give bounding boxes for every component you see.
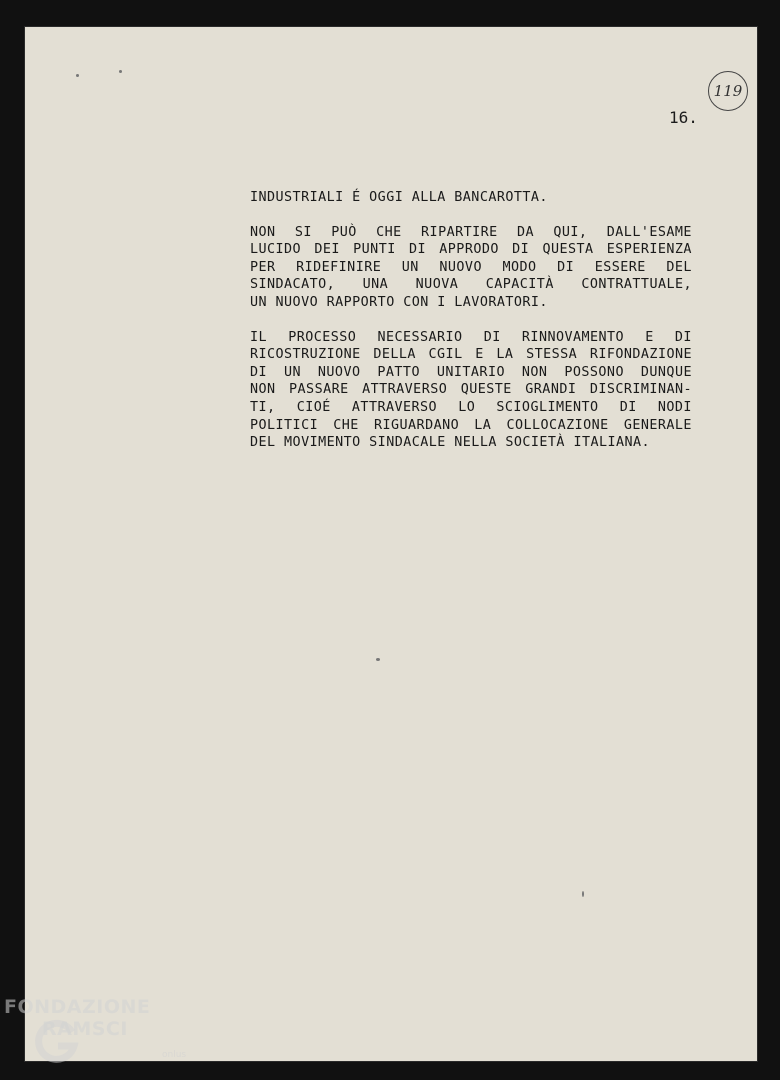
paper-speck bbox=[582, 891, 584, 897]
word: RICOSTRUZIONE bbox=[250, 347, 361, 363]
word: CGIL bbox=[428, 347, 463, 363]
word: IL bbox=[250, 329, 268, 345]
word: SI bbox=[294, 224, 312, 240]
word: DEI bbox=[314, 242, 340, 258]
word: POLITICI bbox=[250, 417, 319, 433]
word: COLLOCAZIONE bbox=[506, 417, 609, 433]
word: UNA bbox=[362, 277, 389, 293]
word: ESPERIENZA bbox=[606, 242, 692, 258]
paper-speck bbox=[119, 70, 122, 73]
word: ATTRAVERSO bbox=[351, 399, 438, 415]
fondazione-gramsci-watermark bbox=[4, 996, 187, 1060]
word: SCIOGLIMENTO bbox=[496, 399, 599, 415]
paragraph-3 bbox=[250, 329, 692, 452]
word: DI bbox=[674, 329, 692, 345]
paragraph-1 bbox=[250, 189, 692, 207]
word: PROCESSO bbox=[288, 329, 357, 345]
word: GRANDI bbox=[525, 382, 577, 398]
word: DUNQUE bbox=[640, 364, 692, 380]
word: NUOVO bbox=[439, 259, 482, 275]
text-line bbox=[250, 241, 692, 259]
word: RIPARTIRE bbox=[421, 224, 498, 240]
word: DELLA bbox=[373, 347, 416, 363]
page-number: 16. bbox=[669, 108, 698, 127]
word: UN bbox=[401, 259, 419, 275]
word: NODI bbox=[657, 399, 692, 415]
text-line bbox=[250, 259, 692, 277]
word: PASSARE bbox=[289, 382, 349, 398]
word: DI bbox=[619, 399, 637, 415]
text-line bbox=[250, 381, 692, 399]
document-page bbox=[24, 26, 758, 1062]
word: CONTRATTUALE, bbox=[581, 277, 692, 293]
word: QUI, bbox=[553, 224, 588, 240]
archive-number-stamp: 119 bbox=[708, 71, 748, 111]
word: NON bbox=[250, 224, 276, 240]
word: DI bbox=[512, 242, 530, 258]
word: CIOÉ bbox=[296, 399, 331, 415]
word: NON bbox=[521, 364, 548, 380]
word: SINDACATO, bbox=[250, 277, 336, 293]
word: DI bbox=[483, 329, 501, 345]
word: DEL bbox=[666, 259, 692, 275]
word: UN bbox=[283, 364, 301, 380]
word: ESSERE bbox=[594, 259, 646, 275]
word: QUESTE bbox=[460, 382, 512, 398]
text-line bbox=[250, 329, 692, 347]
word: RINNOVAMENTO bbox=[521, 329, 625, 345]
text-line bbox=[250, 417, 692, 435]
word: CAPACITÀ bbox=[485, 277, 554, 293]
word: NON bbox=[250, 382, 276, 398]
word: NUOVA bbox=[415, 277, 459, 293]
word: PER bbox=[250, 259, 276, 275]
word: ATTRAVERSO bbox=[362, 382, 448, 398]
text-line bbox=[250, 224, 692, 242]
word: DISCRIMINAN- bbox=[589, 382, 692, 398]
text-line: DEL MOVIMENTO SINDACALE NELLA SOCIETÀ ITALIANA. bbox=[250, 435, 651, 451]
word: RIDEFINIRE bbox=[296, 259, 382, 275]
word: DI bbox=[408, 242, 427, 258]
word: QUESTA bbox=[542, 242, 594, 258]
word: TI, bbox=[250, 399, 276, 415]
word: LUCIDO bbox=[250, 242, 302, 258]
word: RIFONDAZIONE bbox=[589, 347, 692, 363]
word: DA bbox=[517, 224, 535, 240]
watermark-onlus: onlus bbox=[162, 1050, 187, 1060]
word: DALL'ESAME bbox=[606, 224, 692, 240]
word: CHE bbox=[376, 224, 402, 240]
word: APPRODO bbox=[439, 242, 499, 258]
word: STESSA bbox=[526, 347, 578, 363]
text-line bbox=[250, 276, 692, 294]
word: PATTO bbox=[377, 364, 420, 380]
word: GENERALE bbox=[623, 417, 692, 433]
word: PUÒ bbox=[331, 224, 357, 240]
text-line: UN NUOVO RAPPORTO CON I LAVORATORI. bbox=[250, 294, 548, 310]
text-line bbox=[250, 364, 692, 382]
paragraph-2 bbox=[250, 224, 692, 312]
word: NUOVO bbox=[317, 364, 361, 380]
watermark-line-2: RAMSCI bbox=[42, 1018, 128, 1040]
text-line bbox=[250, 346, 692, 364]
watermark-line-1: FONDAZIONE bbox=[4, 996, 151, 1018]
word: PUNTI bbox=[353, 242, 396, 258]
paper-speck bbox=[76, 74, 79, 77]
word: DI bbox=[557, 259, 575, 275]
word: DI bbox=[250, 364, 268, 380]
word: CHE bbox=[333, 417, 359, 433]
word: NECESSARIO bbox=[377, 329, 463, 345]
word: E bbox=[475, 347, 484, 363]
word: LA bbox=[496, 347, 514, 363]
text-line: INDUSTRIALI É OGGI ALLA BANCAROTTA. bbox=[250, 190, 548, 205]
word: UNITARIO bbox=[436, 364, 505, 380]
word: RIGUARDANO bbox=[374, 417, 460, 433]
paper-speck bbox=[376, 658, 380, 661]
text-line bbox=[250, 399, 692, 417]
gramsci-logo-icon bbox=[34, 1018, 80, 1064]
word: LA bbox=[474, 417, 492, 433]
typed-text-body bbox=[250, 189, 692, 469]
word: POSSONO bbox=[564, 364, 624, 380]
word: MODO bbox=[502, 259, 537, 275]
word: LO bbox=[458, 399, 476, 415]
word: E bbox=[645, 329, 654, 345]
